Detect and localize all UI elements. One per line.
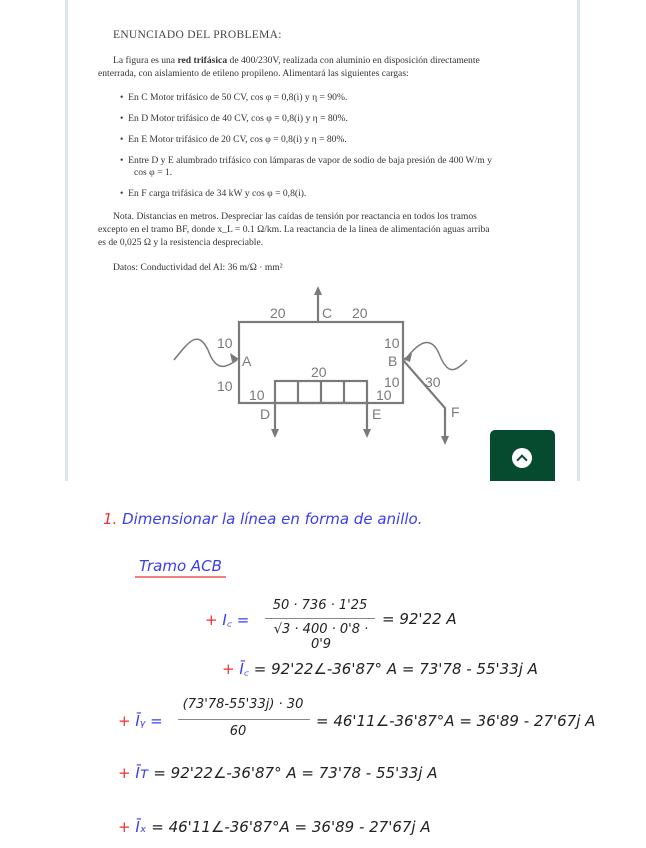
intro-text: de 400/230V, realizada con aluminio en disposición directamente xyxy=(227,55,480,66)
eq-lhs: I꜀ = xyxy=(222,611,250,629)
equation-ix xyxy=(118,818,431,836)
dist-label: 30 xyxy=(425,374,441,390)
bullet-mark: + xyxy=(118,818,131,836)
eq-rhs: = 46'11∠-36'87°A = 36'89 - 27'67j A xyxy=(316,712,596,730)
eq-numerator: 50 · 736 · 1'25 xyxy=(272,598,368,613)
bullet-text: En E Motor trifásico de 20 CV, cos φ = 0,8(i) y η = 80%. xyxy=(128,134,347,145)
node-a-label: A xyxy=(242,353,252,369)
chevron-up-icon xyxy=(512,448,532,468)
section-heading: Tramo ACB xyxy=(135,557,226,578)
eq-rhs: = 92'22 A xyxy=(382,610,457,628)
bullet-3: • En E Motor trifásico de 20 CV, cos φ = 0,8(i) y η = 80%. xyxy=(120,134,347,145)
eq-lhs: Īᴛ xyxy=(135,764,149,782)
intro-text: La figura es una xyxy=(113,55,178,66)
bullet-1: • En C Motor trifásico de 50 CV, cos φ = 0,8(i) y η = 90%. xyxy=(120,92,348,103)
eq-lhs: Ī꜀ xyxy=(239,660,249,678)
bullet-5: • En F carga trifásica de 34 kW y cos φ = 0,8(i). xyxy=(120,188,307,199)
note-line-2: excepto en el tramo BF, donde x_L = 0.1 Ω/km. La reactancia de la línea de alimentación aguas arriba xyxy=(98,224,490,235)
bullet-2: • En D Motor trifásico de 40 CV, cos φ = 0,8(i) y η = 80%. xyxy=(120,113,348,124)
note-line-1: Nota. Distancias en metros. Despreciar las caídas de tensión por reactancia en todos los tramos xyxy=(113,211,477,222)
equation-iy xyxy=(118,712,163,730)
dist-label: 10 xyxy=(217,335,233,351)
node-f-label: F xyxy=(451,404,460,420)
equation-ic xyxy=(205,610,249,630)
dist-label: 20 xyxy=(270,305,286,321)
dist-label: 20 xyxy=(352,305,368,321)
node-e-label: E xyxy=(372,406,382,422)
dist-label: 10 xyxy=(376,387,392,403)
step-text: Dimensionar la línea en forma de anillo. xyxy=(122,510,423,528)
intro-line-2: enterrada, con aislamiento de etileno propileno. Alimentará las siguientes cargas: xyxy=(98,68,409,79)
node-b-label: B xyxy=(388,353,398,369)
bullet-4-cont: cos φ = 1. xyxy=(134,167,173,178)
bullet-mark: + xyxy=(222,660,235,678)
equation-it xyxy=(118,764,437,782)
line-bf xyxy=(403,360,445,440)
dist-label: 20 xyxy=(311,364,327,380)
bullet-text: Entre D y E alumbrado trifásico con lámparas de vapor de sodio de baja presión de 400 W/m y xyxy=(128,155,492,166)
node-c-label: C xyxy=(322,305,333,321)
eq-numerator: (73'78-55'33j) · 30 xyxy=(182,697,304,712)
eq-lhs: Īₓ xyxy=(135,818,147,836)
eq-denominator: √3 · 400 · 0'8 · 0'9 xyxy=(273,622,369,652)
scroll-to-top-button[interactable] xyxy=(490,430,555,481)
step-number: 1. xyxy=(103,510,118,528)
eq-lhs: Īᵧ = xyxy=(135,712,163,730)
bullet-text: En C Motor trifásico de 50 CV, cos φ = 0,8(i) y η = 90%. xyxy=(128,92,348,103)
bullet-text: En F carga trifásica de 34 kW y cos φ = 0,8(i). xyxy=(128,188,307,199)
supply-b-wave xyxy=(405,342,467,369)
bullet-text: En D Motor trifásico de 40 CV, cos φ = 0,8(i) y η = 80%. xyxy=(128,113,348,124)
node-d-label: D xyxy=(260,406,271,422)
eq-rhs: = 92'22∠-36'87° A = 73'78 - 55'33j A xyxy=(253,660,538,678)
eq-denominator: 60 xyxy=(229,724,247,739)
dist-label: 10 xyxy=(249,387,265,403)
note-line-3: es de 0,025 Ω y la resistencia despreciable. xyxy=(98,237,264,248)
fraction-line xyxy=(178,719,310,720)
bullet-mark: + xyxy=(118,764,131,782)
bullet-4: • Entre D y E alumbrado trifásico con lámparas de vapor de sodio de baja presión de 400 W/m y xyxy=(120,155,492,166)
dist-label: 10 xyxy=(217,378,233,394)
step-heading xyxy=(103,510,422,528)
intro-bold: red trifásica xyxy=(177,55,228,66)
eq-rhs: = 92'22∠-36'87° A = 73'78 - 55'33j A xyxy=(153,764,438,782)
dist-label: 10 xyxy=(384,374,400,390)
dist-label: 10 xyxy=(384,335,400,351)
data-line: Datos: Conductividad del Al: 36 m/Ω · mm² xyxy=(113,262,283,273)
fraction-line xyxy=(265,618,375,619)
eq-rhs: = 46'11∠-36'87°A = 36'89 - 27'67j A xyxy=(151,818,431,836)
bullet-mark: + xyxy=(118,712,131,730)
equation-ic-phasor xyxy=(222,659,538,679)
bullet-mark: + xyxy=(205,611,218,629)
problem-title: ENUNCIADO DEL PROBLEMA: xyxy=(113,29,282,41)
